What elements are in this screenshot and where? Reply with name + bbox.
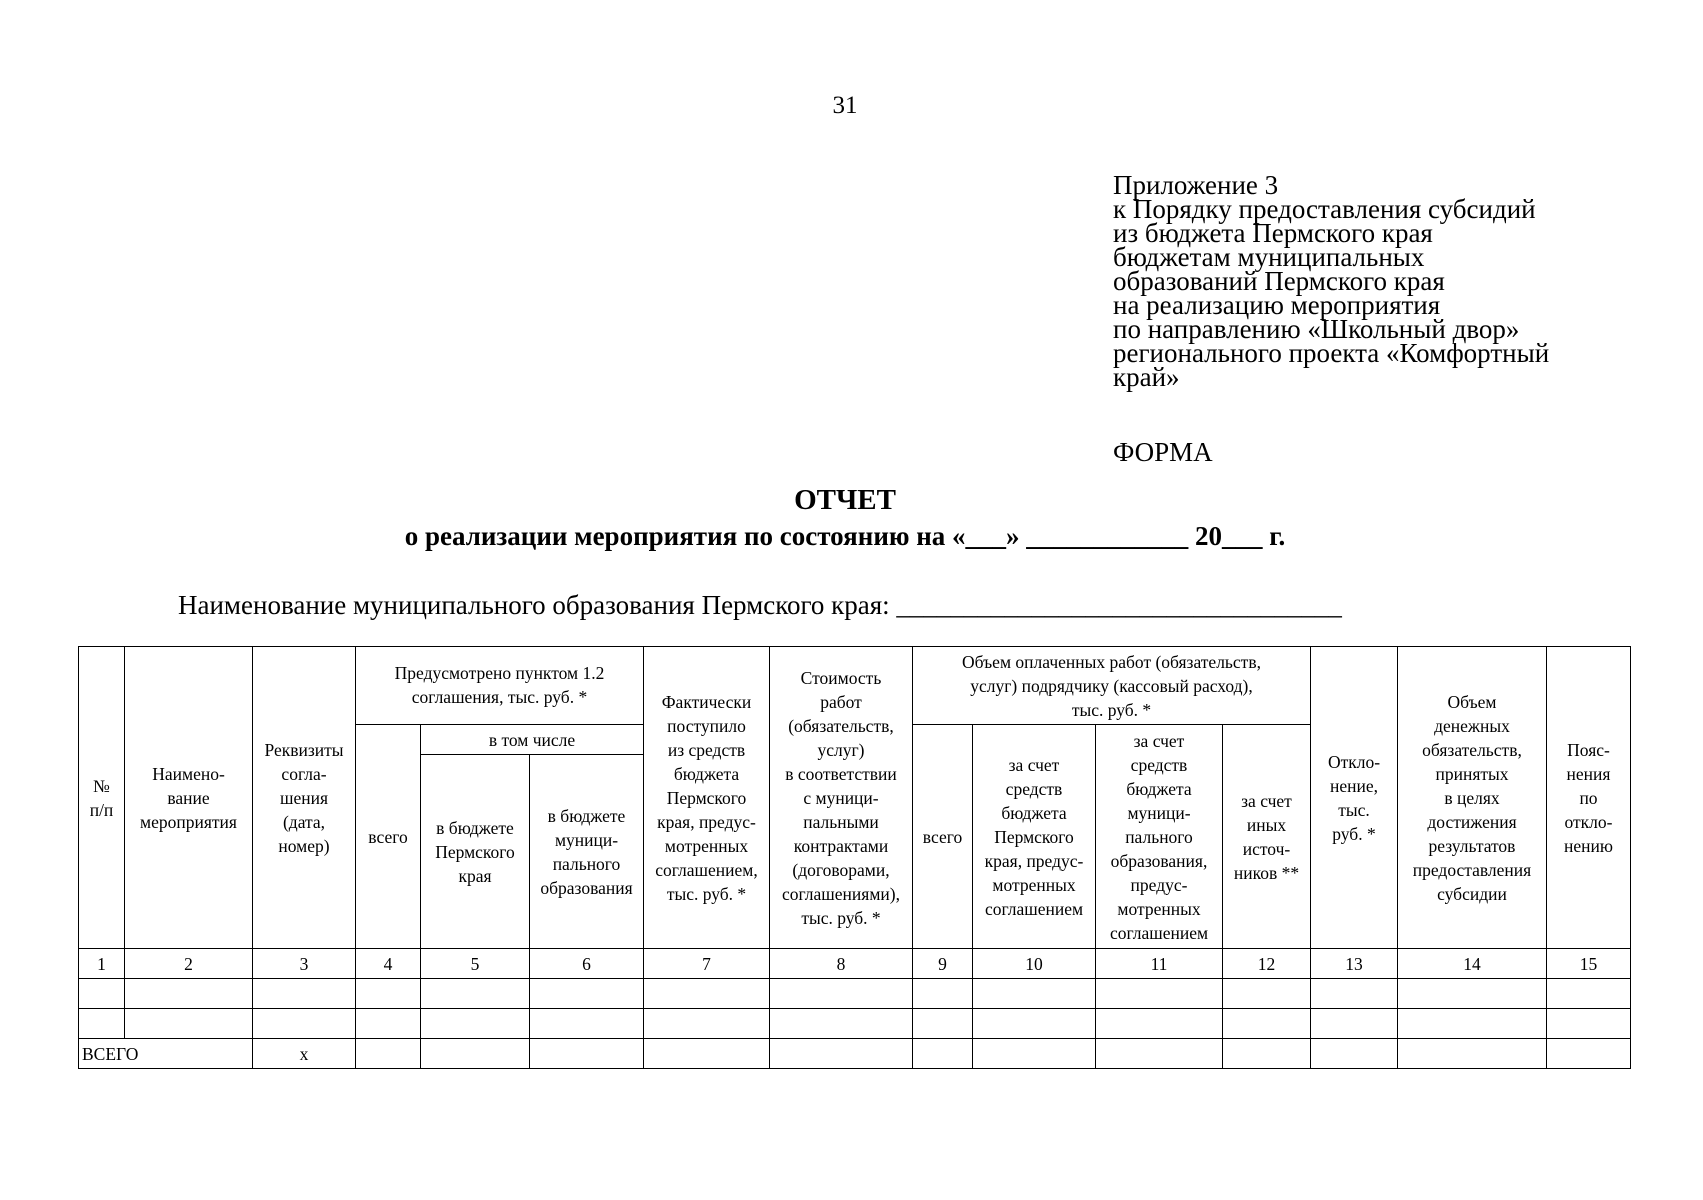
header-paid-group: Объем оплаченных работ (обязательств, услуг) подрядчику (кассовый расход), тыс. руб. * — [913, 647, 1311, 725]
table-cell — [421, 1039, 530, 1069]
table-cell — [1547, 1039, 1631, 1069]
table-cell — [1311, 979, 1398, 1009]
column-number: 14 — [1398, 949, 1547, 979]
appendix-line: бюджетам муниципальных — [1113, 242, 1425, 272]
table-row — [79, 1009, 1631, 1039]
column-number: 10 — [973, 949, 1096, 979]
table-cell — [644, 1009, 770, 1039]
table-cell — [770, 1039, 913, 1069]
column-number: 12 — [1223, 949, 1311, 979]
table-cell — [1311, 1039, 1398, 1069]
table-cell — [1223, 979, 1311, 1009]
table-cell — [530, 1009, 644, 1039]
column-number: 3 — [253, 949, 356, 979]
header-agreement-details: Реквизиты согла- шения (дата, номер) — [253, 647, 356, 949]
table-cell — [530, 1039, 644, 1069]
appendix-line: Приложение 3 — [1113, 170, 1279, 200]
header-in-regional-budget: в бюджете Пермского края — [421, 755, 530, 949]
header-provided-total: всего — [356, 725, 421, 949]
table-cell — [1547, 979, 1631, 1009]
table-cell — [79, 979, 125, 1009]
header-event-name: Наимено- вание мероприятия — [125, 647, 253, 949]
total-label: ВСЕГО — [79, 1039, 253, 1069]
table-cell — [1398, 979, 1547, 1009]
table-cell — [253, 1009, 356, 1039]
table-cell — [1223, 1039, 1311, 1069]
table-cell — [644, 1039, 770, 1069]
table-cell — [421, 1009, 530, 1039]
column-number: 9 — [913, 949, 973, 979]
total-agreement-mark: х — [253, 1039, 356, 1069]
table-cell — [1223, 1009, 1311, 1039]
form-label: ФОРМА — [1113, 437, 1213, 467]
table-cell — [973, 979, 1096, 1009]
table-cell — [79, 1009, 125, 1039]
header-work-cost: Стоимость работ (обязательств, услуг) в соответствии с муници- пальными контрактами (договорами, соглашениями), тыс. руб. * — [770, 647, 913, 949]
total-row — [79, 1039, 1631, 1069]
header-including: в том числе — [421, 725, 644, 755]
table-cell — [913, 979, 973, 1009]
column-number: 8 — [770, 949, 913, 979]
table-cell — [125, 1009, 253, 1039]
header-actual-received: Фактически поступило из средств бюджета Пермского края, предус- мотренных соглашением, тыс. руб. * — [644, 647, 770, 949]
appendix-line: на реализацию мероприятия — [1113, 290, 1441, 320]
column-number: 13 — [1311, 949, 1398, 979]
table-cell — [770, 1009, 913, 1039]
column-number: 1 — [79, 949, 125, 979]
header-paid-total: всего — [913, 725, 973, 949]
table-cell — [125, 979, 253, 1009]
report-title: ОТЧЕТ — [794, 484, 896, 516]
table-cell — [913, 1039, 973, 1069]
table-cell — [1398, 1039, 1547, 1069]
page-number: 31 — [832, 92, 858, 119]
table-cell — [644, 979, 770, 1009]
appendix-block — [1113, 170, 1673, 392]
appendix-line: из бюджета Пермского края — [1113, 218, 1433, 248]
header-in-municipal-budget: в бюджете муници- пального образования — [530, 755, 644, 949]
appendix-line: образований Пермского края — [1113, 266, 1445, 296]
table-cell — [530, 979, 644, 1009]
table-cell — [973, 1039, 1096, 1069]
header-paid-municipal: за счет средств бюджета муници- пального образования, предус- мотренных соглашением — [1096, 725, 1223, 949]
column-number-row — [79, 949, 1631, 979]
column-number: 15 — [1547, 949, 1631, 979]
header-number: № п/п — [79, 647, 125, 949]
header-explanations: Пояс- нения по откло- нению — [1547, 647, 1631, 949]
appendix-line: регионального проекта «Комфортный — [1113, 338, 1550, 368]
table-cell — [1096, 979, 1223, 1009]
table-cell — [421, 979, 530, 1009]
table-cell — [913, 1009, 973, 1039]
header-paid-regional: за счет средств бюджета Пермского края, предус- мотренных соглашением — [973, 725, 1096, 949]
table-cell — [1096, 1039, 1223, 1069]
appendix-line: к Порядку предоставления субсидий — [1113, 194, 1536, 224]
table-cell — [356, 1039, 421, 1069]
header-obligations: Объем денежных обязательств, принятых в целях достижения результатов предоставления субсидии — [1398, 647, 1547, 949]
table-cell — [1096, 1009, 1223, 1039]
column-number: 6 — [530, 949, 644, 979]
column-number: 11 — [1096, 949, 1223, 979]
table-cell — [770, 979, 913, 1009]
table-cell — [1547, 1009, 1631, 1039]
appendix-line: по направлению «Школьный двор» — [1113, 314, 1520, 344]
header-provided-group: Предусмотрено пунктом 1.2 соглашения, тыс. руб. * — [356, 647, 644, 725]
header-deviation: Откло- нение, тыс. руб. * — [1311, 647, 1398, 949]
report-subtitle: о реализации мероприятия по состоянию на «___» ____________ 20___ г. — [404, 521, 1286, 551]
column-number: 2 — [125, 949, 253, 979]
report-table — [78, 646, 1631, 1069]
column-number: 4 — [356, 949, 421, 979]
municipality-line: Наименование муниципального образования Пермского края: _________________________________ — [178, 590, 1342, 620]
column-number: 7 — [644, 949, 770, 979]
table-cell — [1311, 1009, 1398, 1039]
column-number: 5 — [421, 949, 530, 979]
appendix-line: край» — [1113, 362, 1180, 392]
header-paid-other: за счет иных источ- ников ** — [1223, 725, 1311, 949]
header-row-1 — [79, 647, 1631, 725]
table-cell — [973, 1009, 1096, 1039]
table-row — [79, 979, 1631, 1009]
table-cell — [356, 1009, 421, 1039]
table-cell — [253, 979, 356, 1009]
table-cell — [356, 979, 421, 1009]
table-cell — [1398, 1009, 1547, 1039]
